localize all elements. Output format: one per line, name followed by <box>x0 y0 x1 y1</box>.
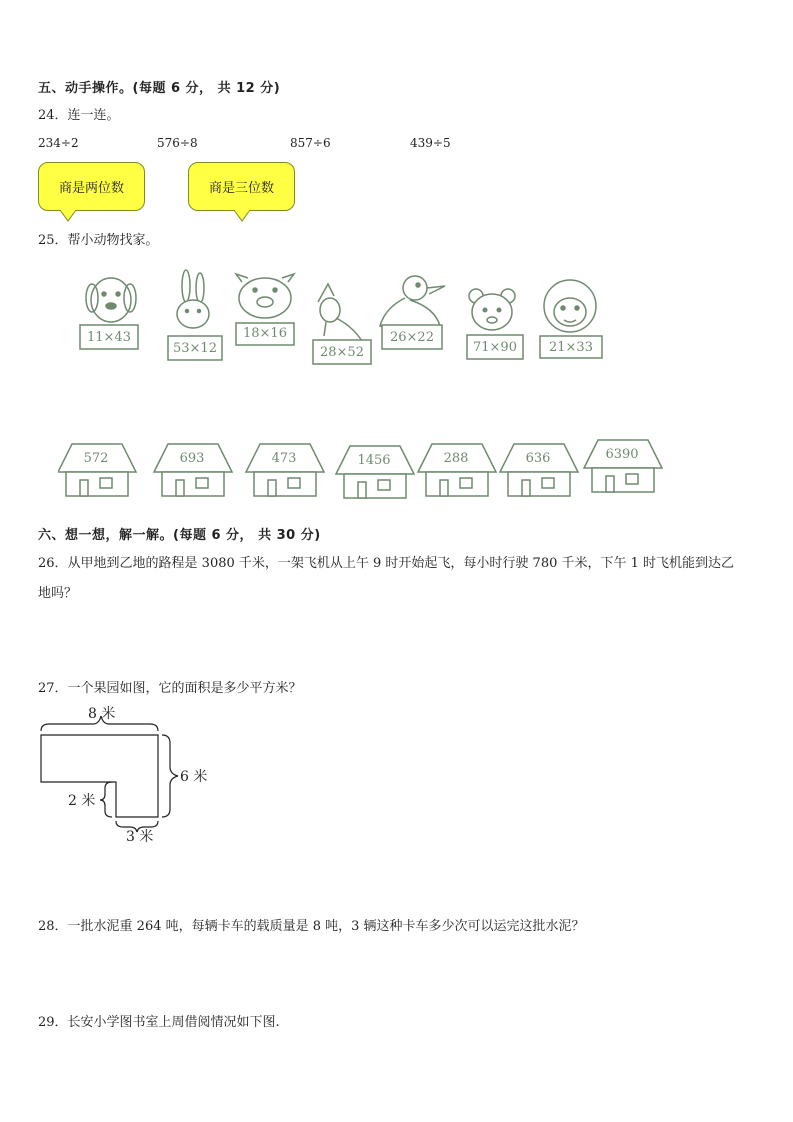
animal-label-rabbit: 53×12 <box>173 341 217 356</box>
bubble-three-digit[interactable] <box>188 162 295 211</box>
question-26-line-1: 26．从甲地到乙地的路程是 3080 千米，一架飞机从上午 9 时开始起飞，每小时行驶 780 千米，下午 1 时飞机能到达乙 <box>38 556 735 571</box>
question-27-label: 27．一个果园如图，它的面积是多少平方米？ <box>38 681 302 696</box>
expression-1: 234÷2 <box>38 136 79 150</box>
question-25-label: 25．帮小动物找家。 <box>38 233 159 248</box>
bubble-two-digit-label: 商是两位数 <box>38 162 145 211</box>
right-brace <box>162 735 178 817</box>
animal-label-dog: 11×43 <box>87 330 131 345</box>
question-28-label: 28．一批水泥重 264 吨，每辆卡车的载质量是 8 吨，3 辆这种卡车多少次可以运完这批水泥？ <box>38 919 585 934</box>
house-number-5: 288 <box>443 451 469 466</box>
section-6-title: 六、想一想，解一解。(每题 6 分， 共 30 分) <box>38 528 321 543</box>
animal-label-pig: 18×16 <box>243 326 287 341</box>
bubble-two-digit[interactable] <box>38 162 145 211</box>
bubble-tail-icon <box>60 210 76 222</box>
expression-2: 576÷8 <box>157 136 198 150</box>
question-29-label: 29．长安小学图书室上周借阅情况如下图. <box>38 1015 280 1030</box>
house-number-7: 6390 <box>605 447 639 462</box>
dim-notch-width-label: 3 米 <box>126 829 154 845</box>
animal-label-duck: 26×22 <box>390 330 434 345</box>
question-26-line-2: 地吗？ <box>38 586 78 601</box>
dim-top-label: 8 米 <box>88 706 116 722</box>
house-number-6: 636 <box>525 451 551 466</box>
dim-right-label: 6 米 <box>180 769 208 785</box>
animal-label-monkey: 21×33 <box>549 340 593 355</box>
house-number-3: 473 <box>271 451 297 466</box>
dim-notch-height-label: 2 米 <box>68 793 96 809</box>
animal-label-goat: 28×52 <box>320 345 364 360</box>
house-number-4: 1456 <box>357 453 391 468</box>
question-24-label: 24．连一连。 <box>38 108 120 123</box>
expression-3: 857÷6 <box>290 136 331 150</box>
house-number-2: 693 <box>179 451 205 466</box>
bubble-tail-icon <box>234 210 250 222</box>
bubble-three-digit-label: 商是三位数 <box>188 162 295 211</box>
expression-4: 439÷5 <box>410 136 451 150</box>
orchard-shape <box>41 735 158 817</box>
notch-height-brace <box>100 782 112 817</box>
house-number-1: 572 <box>83 451 109 466</box>
houses-row <box>58 436 668 502</box>
animals-row <box>60 268 620 378</box>
animal-label-bear: 71×90 <box>473 340 517 355</box>
section-5-title: 五、动手操作。(每题 6 分， 共 12 分) <box>38 81 281 96</box>
